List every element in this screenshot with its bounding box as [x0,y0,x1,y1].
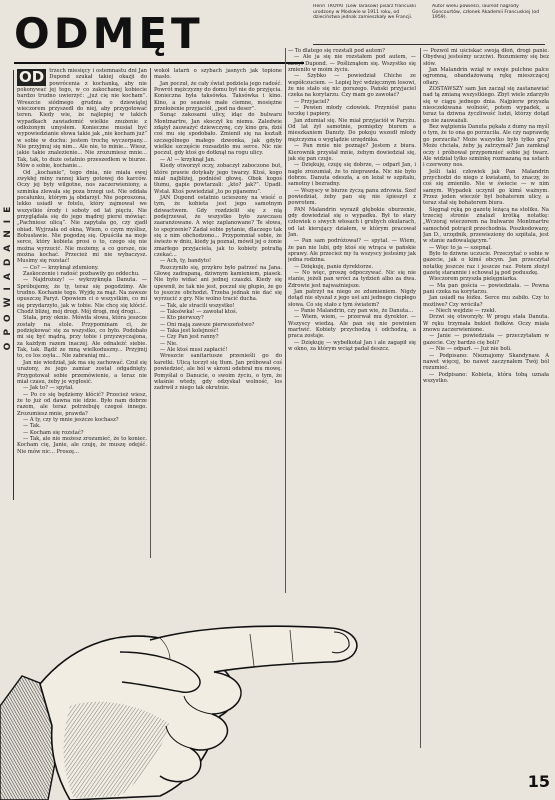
paragraph: — Wiem, wiem, — przerwał mu dyrektor. — Wszyscy wiedzą. Ale pan się nie powinien martwić. Kobiety przychodzą i odchodzą, a praca zostaje. [288,314,416,340]
paragraph: — Czy Pan jest ranny? [160,334,219,341]
paragraph: — Janie — powiedziała — przeczytałam w gazecie. Czy bardzo cię boli? [423,333,549,346]
paragraph: — A ty, czy ty mnie jeszcze kochasz? [23,416,119,423]
paragraph: — Panie Malandrin, czy pan wie, że Danuta... [294,308,414,315]
paragraph: — A! — krzyknął Jan. [160,156,216,163]
paragraph: — Pan sam podróżował? — spytał. — Wiem, że pan nie lubi, gdy ktoś się wtrąca w pańskie sprawy. Ale przecież my tu wszyscy jesteśmy jak jedna rodzina. [288,238,416,264]
paragraph: Jan patrzył na niego ze zdumieniem. Nigdy dotąd nie słyszał z jego ust ani jednego ciepłego słowa. Co się stało z tym światem? [288,289,416,308]
paragraph: — Oni mają zawsze pierwszeństwo? [160,321,255,328]
paragraph: — Pewien młody człowiek. Przyniósł panu teczkę i papiery. [288,105,416,118]
title-rule [14,62,304,64]
paragraph: — Szybko — powiedział Chiche ze współczuciem. — Lepiej być wdzięcznym losowi, że nie stało się nic gorszego. Pański przyjaciel czeka na korytarzu. Czy mam go zawołać? [288,73,416,99]
paragraph: — Pan mnie nie poznaje? Jestem z biura. Kierownik przysłał mnie, żebym dowiedział się, jak się pan czuje. [288,143,416,162]
paragraph: — Kto pierwszy? [160,315,204,322]
paragraph: — Nie. [160,340,178,347]
column-divider [150,68,151,558]
paragraph: — Dziękuję, czuję się dobrze, — odparł Jan, i nagle zrozumiał, że to nieprawda. Nic nie było dobrze. Danuta odeszła, a on leżał w szpitalu, samotny i bezradny. [288,162,416,188]
paragraph: — Po co się będziemy kłócić? Przecież wiesz, że to już od dawna nie idzie. Było nam dobrze razem, ale teraz potrzebuję czegoś innego. Zrozumiesz mnie, prawda? [17,391,147,417]
paragraph: Było to dziwne uczucie. Przeczytać o sobie w gazecie, jak o kimś obcym. Jan przeczytał notatkę jeszcze raz i jeszcze raz. Potem złożył gazetę starannie i schował ją pod poduszkę. [423,251,549,277]
drop-cap: OD [19,68,45,86]
paragraph: — No więc, proszę odpoczywać. Nic się nie stanie, jeżeli pan wróci za tydzień albo za dwa. Zdrowie jest najważniejsze. [288,270,416,289]
paragraph: — Podpisano: Kobieta, która tobą uznała wszystko. [423,371,549,384]
paragraph: Drzwi się otworzyły. W progu stała Danuta. W ręku trzymała bukiet fiołków. Oczy miała znowu zaczerwienione. [423,314,549,334]
column-divider [285,48,286,593]
paragraph: — Tak, ale nie możesz zrozumieć, że to koniec. Kocham cię, Janie, ale czuję, że muszę odejść. Nie mów nic... Proszę... [17,435,147,455]
paragraph: wokół latarń o szybach jasnych jak topione masło. [154,68,282,81]
paragraph: — Ale ktoś musi zapłacić! [160,347,228,354]
paragraph: JAN Dupond ostatnio ucieszony na wieść o tym, że kobieta jest jego samotnym dziwactwem. Gdy rozdzielił się z nią podejrzewał, że wszystko było zawczasu zaaranżowane. A więc zaplanowane? Te słowa, to spojrzenie? Zadał sobie pytanie, dlaczego tak się z nim obchodzono... Przypomniał sobie, że świeżo w dniu, kiedy ją poznał, mówił jej o żonie zmarłego przyjaciela, jak to kobiety potrafią czekać... [154,194,282,258]
paragraph: — Nie — odparł. — Już nie boli. [429,346,512,353]
column-2 [154,68,282,564]
story-title: ODMĘT [14,9,204,58]
paragraph: — Ma pan gościa — powiedziała. — Pewna pani czeka na korytarzu. [423,282,549,296]
paragraph: Rozczyniło się, przykro było patrzeć na Jana. Głowę zadrapaną, dziwnym kamieniem, piasek. Nie było widać ani jednej czaszki. Kiedy się upewnił, że tak nie jest, poczuł się głupio, że go to jeszcze obchodzi. Trzeba jednak nie dać się wyrzucić z gry. Nie wolno tracić ducha. [154,264,282,303]
column-divider [420,48,421,748]
paragraph: Wieczorem przyszła pielęgniarka. [429,276,518,283]
paragraph: — Tak, ale stracili wszystko! [160,302,235,309]
paragraph: Stała, przy oknie. Mówiła słowa, która jeszcze zostały na stole. Przypominam ci, że podziękować się za wszystko, co było. Podobało mi się być mądrą, przy tobie i przyzwyczajona, za każdym razem inaczej. Ale odnaleźć siebie. Tak, tak. Bądź ze mną wielkoduszny... Przyjmij to, co los zsyła... Nie zabraniaj mi... [17,315,147,360]
paragraph: — Taka jest kolejność! [160,328,219,335]
paragraph: — Przyjaciel? [294,98,330,105]
paragraph: — Dziękuję, panie dyrektorze. [294,263,374,270]
paragraph: Jeśli taki człowiek jak Pan Malandrin przychodzi do niego z kwiatami, to znaczy, że coś się zmieniło. Nie w świecie — w nim samym. Wypadek uczynił go kimś ważnym. Przez jeden wieczór był bohaterem ulicy, a teraz stał się bohaterem biura. [423,168,549,207]
paragraph: — Więc to ja — szepnął. [429,244,492,251]
paragraph: Jan Malandrin wziął w swoje pulchne palce ogromną, obandażowaną rękę mieszczącej ofiary. [423,67,549,86]
paragraph: — Dziękuję — wybełkotał Jan i ale zagapił się w okno, za którym wciąż padał deszcz. [288,339,416,353]
paragraph: — Kocham się rozstać? [23,429,84,436]
paragraph: — Najdroższy! — wykrzyknęła Danuta. — Spróbujemy, że ty, teraz się pogodzimy. Ale trudno. Kochanie tego. Wyjdę za mąż. Na zawsze opuszczę Paryż. Opowiem ci o wszystkim, co mi się przydarzyło, jak w tobie. Nie chcę się kłócić. Chodź bliżej, mój drogi. Mój drogi, mój drogi... [17,277,147,316]
paragraph: Od „kochanie”, tego dnia, nie miała ewej zwykłej miny rannej klary gotowej do karców. Oczy jej były wilgotne, nos zaczerwieniony, a szminka zlewała się poza brzegi ust. Nie oddała pocałunku, którym ją obdarzył. Nie poproszona, lekko usiadł w fotelu, który zajmował we wszystkie środy i soboty od lat pięciu. Nie przyglądała się do jego mądrej piersi mówiąc: „Pachniesz ulicą”. Nie zapytała go, czy zjadł obiad. Wyjrzała od okna, Wiem, o czym myślisz, Bohusławie. Nie pogodzę się. Opuściła na moje serce, który kobieta prosi o to, czego się nie można wyrzucić. Nie możemy, a co gorsze, nie można kochać. Przecież mi nie wybaczysz. Musimy się rozstać! [17,169,147,265]
paragraph: Jan poczuł, że cały świat podziela jego radość. Powrót mężczyzny do domu był nie do przyjęcia. Konieczna była taksówka. Taksówka i kino. Kino, a po seansie małe ciemne, mosiężne przełożenie przyjaciół, „pod na deser”. [154,80,282,113]
paragraph: Sięgnął ręką po gazetę leżącą na stoliku. Na trzeciej stronie znalazł krótką notatkę: „Wczoraj wieczorem na bulwarze Montmartre samochód potrącił przechodnia. Poszkodowany, Jan D., urzędnik, przewieziony do szpitala, jest w stanie zadowalającym.” [423,206,549,245]
paragraph: — Ach, ty, bandyto! [160,258,212,265]
paragraph: Sunąc zakosami ulicy, idąc do bulwaru Montmartre, Jan skoczył ku niemu. Zaledwie zdążył zauważyć dziewczynę, czy kino gra, dziś coś mu się spodobało. Zmienił się na kształt szczególnego małego dzwonka, jak gdyby wielkie szczęście rozsadziło mu serce. Nic nie poczuł, gdy ktoś go dotknął na rogu ulicy. [154,112,282,157]
paragraph: trzech miesięcy i ostemnastu dni Jan Dupond szukał takiej okazji do powrócenia z kochanką, aby nie pokonywać jej tego, w co zakochanej kobiecie bardzo trudno uwierzyć: „już cię nie kocham”. Wreszcie siódmego grudnia o dziewiątej wieczorem przyszedł do niej, aby przygotować teren. Kiedy wie, że najlepiej w takich wypadkach zawiadomić wielkie znużenie z odłożonym umysłem. Konieczne musiał być wypowiedzianie słowa takie jak „nie kocham już” w sobie w duchu: jestem trochę wyczerpany... Nie przyjmuj się nim... Ale nie, to minie... Wiesz, jakie takie znalezienie... Nie zrozumiesz mnie... Tak, tak, to duże ostatnio przeszedłem w biurze. Mów o sobie, kochanie... [17,68,147,170]
paragraph: PAN Malandrin wyraził głębokie oburzenie, gdy dowiedział się o wypadku. Był to stary człowiek o siwych włosach i grubych okularach, od lat kierujący działem, w którym pracował Jan. [288,206,416,238]
paragraph: — Taksówka! — zawołał ktoś. [160,309,238,316]
paragraph: Kiedy otworzył oczy, zobaczył zaboczone but, które prawie dotykały jego twarzy. Ktoś, kogo miał najbliżej, podniósł głowę. Obok kogoś tłumu, gapie powtarzali: „kto? jak?”. Upadł. Wstał. Ktoś powiedział „to po pijanemu”. [154,163,282,195]
paragraph: — Co? — krzyknął zdumiony. [23,264,99,271]
paragraph: — Pozwól mi uściskać swoją dłoń, drogi panie. Obydwaj jesteśmy uczciwi. Rozumiemy się bez słów. [423,48,549,67]
paragraph: Jan zdumiał się. Nie miał przyjaciół w Paryżu. Od lat żył samotnie, pomiędzy biurem a mieszkaniem Danuty. Do pokoju wszedł młody mężczyzna o wyglądzie urzędnika. [288,117,416,143]
pointing-hand-illustration [0,556,410,800]
paragraph: Bez wątpienia Danuta pękała z dumy na myśl o tym, że to ona go porzuciła. Ale czy naprawdę go porzuciła? Może wszystko było tylko grą? Może chciała, żeby ją zatrzymał? Jan zamknął oczy i próbował przypomnieć sobie jej twarz. Ale widział tylko szminkę rozmazaną na ustach i czerwony nos. [423,124,549,169]
paragraph: — Wszyscy w biurze życzą panu zdrowia. Szef powiedział, żeby pan się nie śpieszył z powrotem. [288,187,416,207]
column-4 [423,48,549,756]
column-1 [17,68,147,564]
column-3 [288,48,416,596]
author-intro: Henri TROYAT (Lew Tarasow) pisarz francuski urodzony w Moskwie w 1911 roku, od dzieciństwa jednak zamieszkały we Francji. Autor wielu powieści, laureat nagrody Goncourtów, członek Akademii Francuskiej (od 1959). [313,4,545,45]
page-number: 15 [527,772,550,791]
paragraph: — Tak. [23,423,41,430]
paragraph: — Jak to? — spytał. [23,385,74,392]
paragraph: — Niech wejdzie — rzekł. [429,308,497,315]
paragraph: ZOSTAWSZY sam Jan zaczął się zastanawiać nad tą zmianą wszystkiego. Zbyt wiele zdarzyło się w ciągu jednego dnia. Najpierw przyszła nieoczekiwana wolność, potem wypadek, a teraz ta dziwna życzliwość ludzi, którzy dotąd go nie zauważali. [423,86,549,124]
paragraph: — Podpisano: Nieznajomy Skandynaw. A nawet więcej, bo nawet zaczynałem Twój ból rozumieć. [423,352,549,372]
paragraph: Zaskoczenie i radość pozbawiły go oddechu. [23,271,140,277]
paragraph: — To dlatego się rozstali pod autem? [288,48,385,54]
section-rubric [1,70,14,500]
paragraph: Wreszcie sanitariusze przenieśli go do karetki. Ulicą toczył się tłum. Jan próbował coś powiedzieć, ale ból w skroni odebrał mu mowę. Pomyślał o Danucie, o swoim życiu, o tym, że właśnie wtedy, gdy odzyskał wolność, los zadrwił z niego tak okrutnie. [154,353,282,392]
paragraph: — Ale ja się nie rozstałem pod autem, — zawył Dupond. — Pośliznąłem się. Wszystko się zmieniło w moim życiu. [288,54,416,74]
paragraph: Jan usiadł na łóżku. Serce mu zabiło. Czy to możliwe? Czy wróciła? [423,295,549,308]
rubric-label: OPOWIADANIE [3,199,13,351]
paragraph: Jan nie wiedział, jak ma się zachować. Czuł się urażony, że jego zamiar został odgadnięty. Przygotował sobie przemówienie, a teraz nie miał czasu, żeby je wygłosić. [17,359,147,385]
